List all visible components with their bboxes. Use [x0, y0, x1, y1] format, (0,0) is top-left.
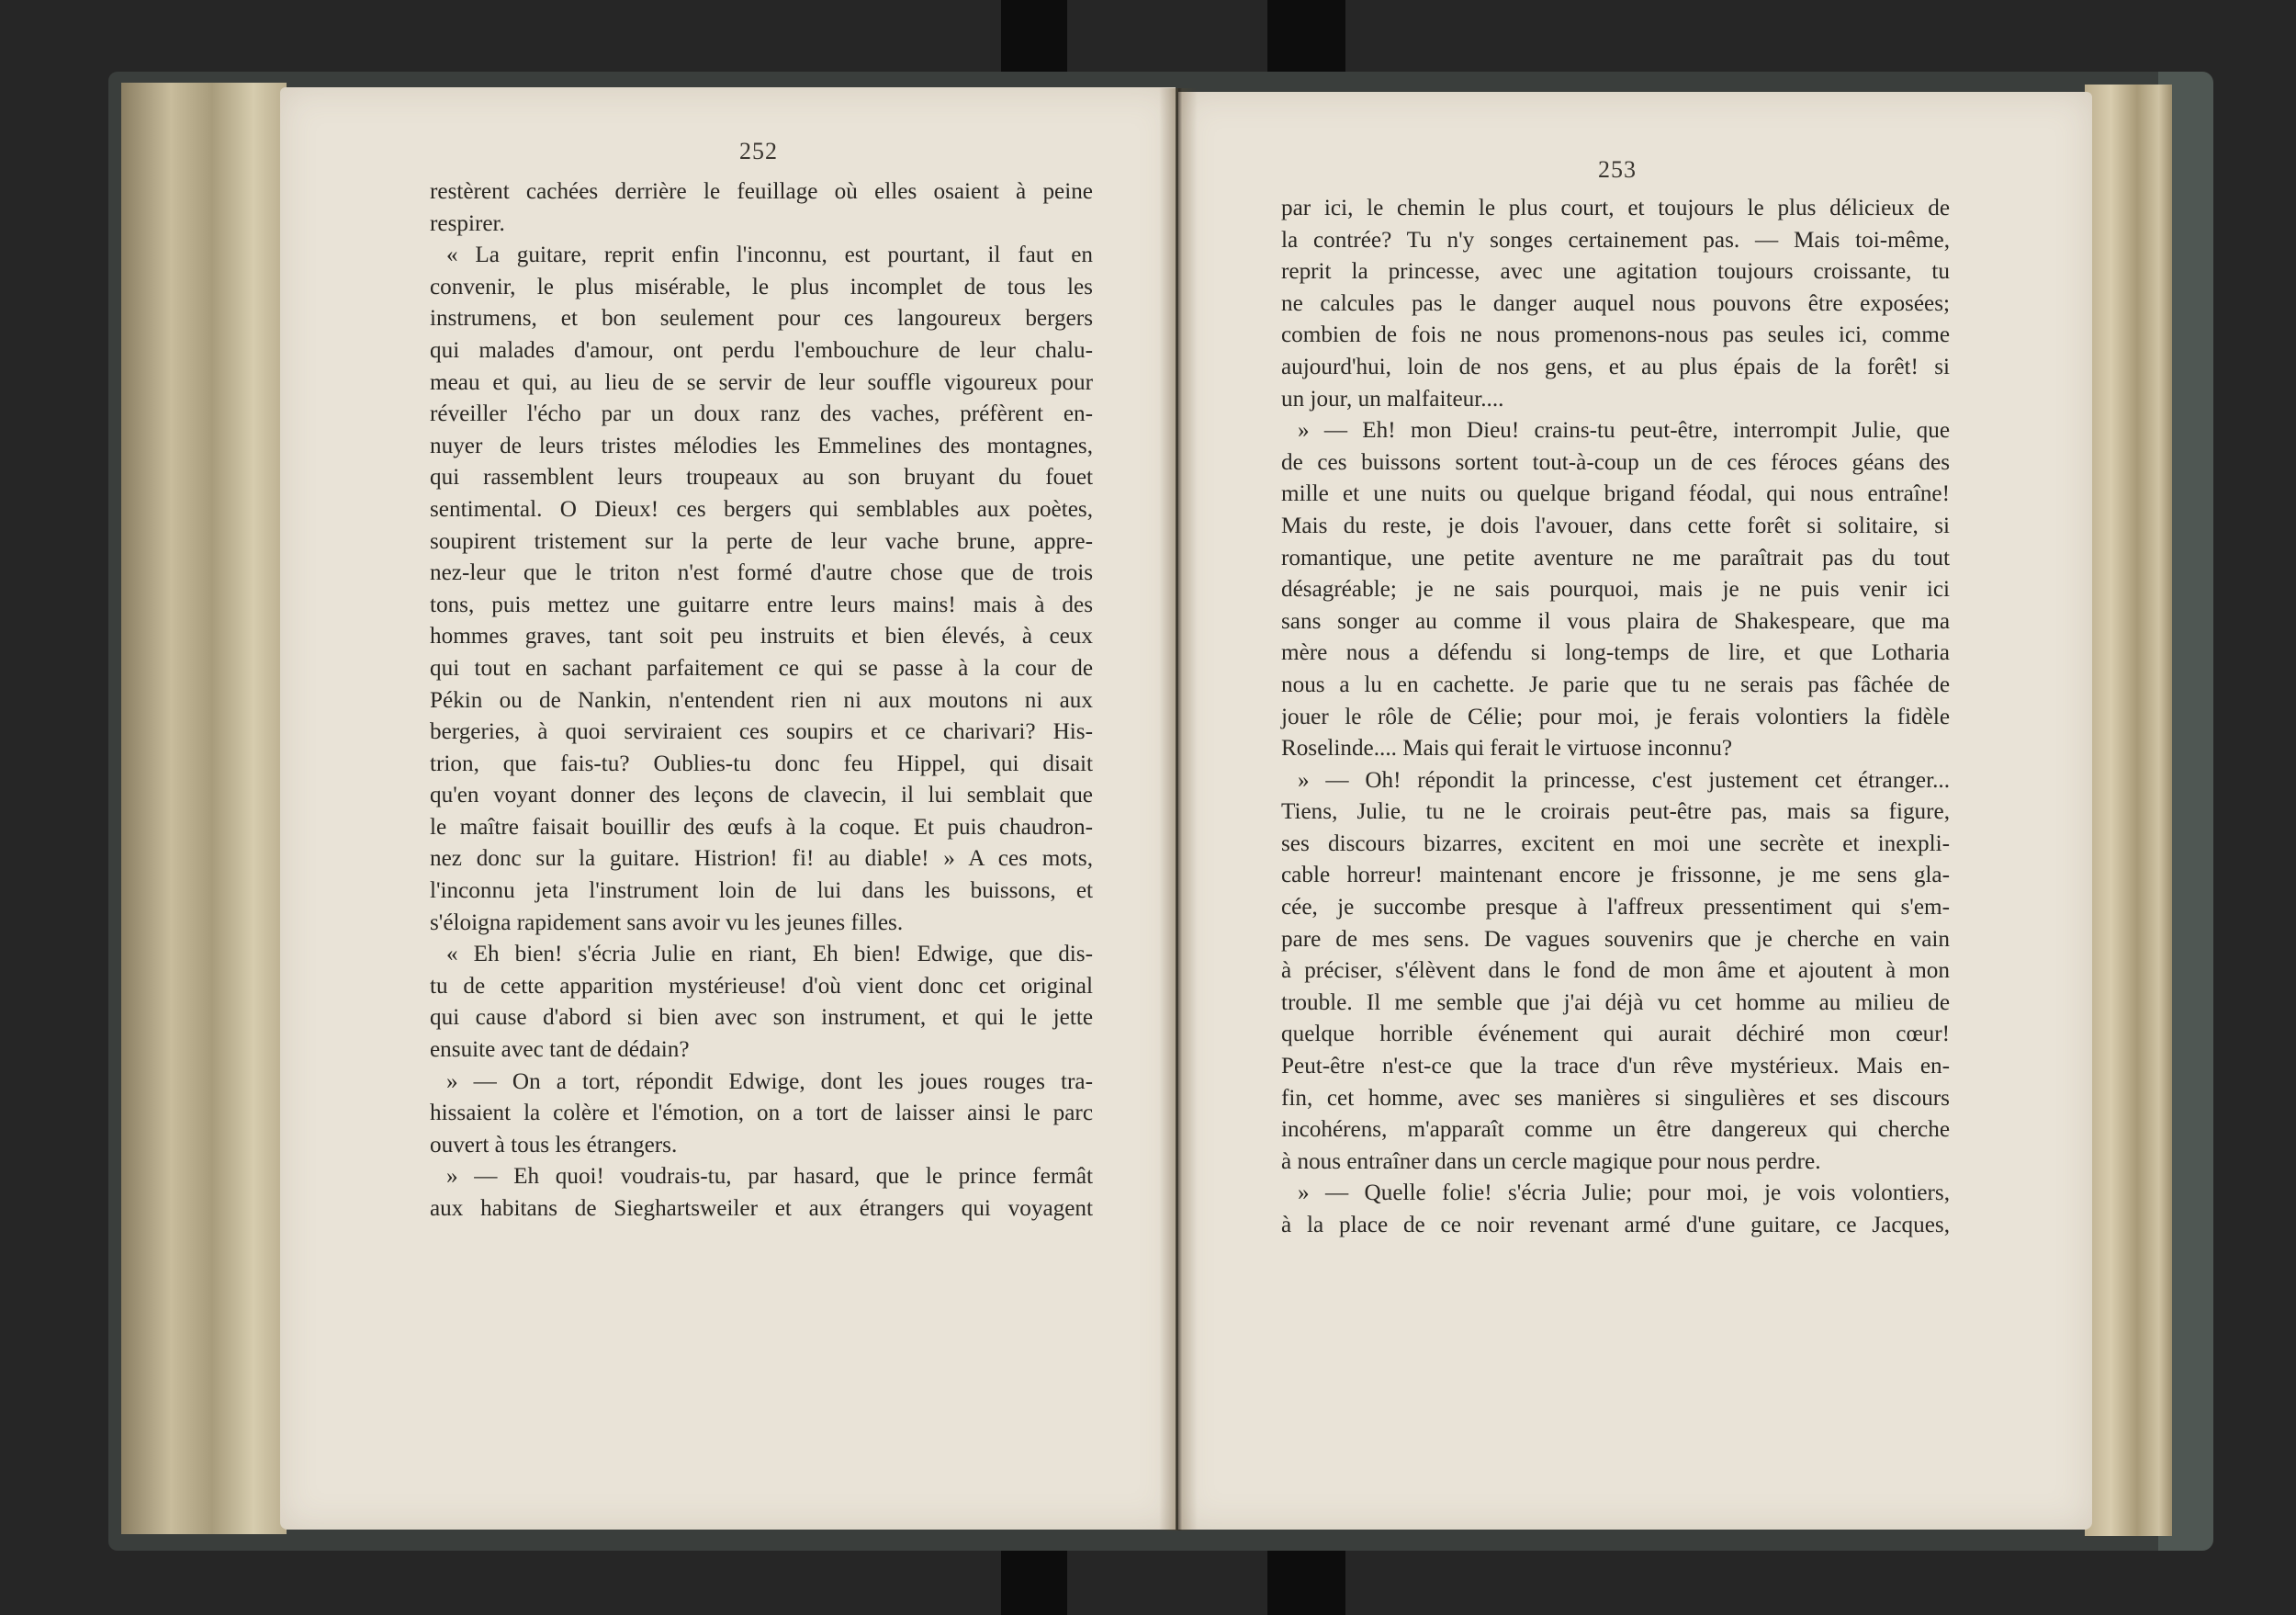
text-line: pare de mes sens. De vagues souvenirs que je cherche en vain	[1281, 926, 1950, 952]
text-line: meau et qui, au lieu de se servir de leur souffle vigoureux pour	[430, 369, 1093, 395]
right-page-number: 253	[1598, 156, 1637, 183]
text-line: incohérens, m'apparaît comme un être dangereux qui cherche	[1281, 1117, 1950, 1143]
text-line: reprit la princesse, avec une agitation toujours croissante, tu	[1281, 259, 1950, 285]
text-line: tons, puis mettez une guitarre entre leurs mains! mais à des	[430, 592, 1093, 617]
text-line: aux habitans de Sieghartsweiler et aux étrangers qui voyagent	[430, 1196, 1093, 1221]
text-line: hissaient la colère et l'émotion, on a tort de laisser ainsi le parc	[430, 1101, 1093, 1126]
text-line: fin, cet homme, avec ses manières si singulières et ses discours	[1281, 1085, 1950, 1111]
book-gutter	[1159, 88, 1198, 1530]
text-line: qui rassemblent leurs troupeaux au son bruyant du fouet	[430, 465, 1093, 491]
text-line: romantique, une petite aventure ne me paraîtrait pas du tout	[1281, 545, 1950, 570]
text-line: de ces buissons sortent tout-à-coup un de ces féroces géans des	[1281, 449, 1950, 475]
page-block-left	[121, 83, 287, 1534]
text-line: réveiller l'écho par un doux ranz des vaches, préfèrent en-	[430, 401, 1093, 427]
text-line: Roselinde.... Mais qui ferait le virtuose inconnu?	[1281, 736, 1733, 762]
text-line: ouvert à tous les étrangers.	[430, 1132, 678, 1158]
text-line: instrumens, et bon seulement pour ces langoureux bergers	[430, 306, 1093, 332]
text-line: qu'en voyant donner des leçons de clavecin, il lui semblait que	[430, 783, 1093, 808]
text-line: ne calcules pas le danger auquel nous pouvons être exposées;	[1281, 290, 1950, 316]
text-line: à préciser, s'élèvent dans le fond de mon âme et ajoutent à mon	[1281, 958, 1950, 984]
text-line: Peut-être n'est-ce que la trace d'un rêve mystérieux. Mais en-	[1281, 1054, 1950, 1079]
text-line: l'inconnu jeta l'instrument loin de lui dans les buissons, et	[430, 878, 1093, 904]
text-line: « La guitare, reprit enfin l'inconnu, est pourtant, il faut en	[446, 243, 1093, 268]
text-line: trouble. Il me semble que j'ai déjà vu cet homme au milieu de	[1281, 989, 1950, 1015]
text-line: qui malades d'amour, ont perdu l'embouchure de leur chalu-	[430, 337, 1093, 363]
text-line: hommes graves, tant soit peu instruits et bien élevés, à ceux	[430, 624, 1093, 649]
text-line: » — On a tort, répondit Edwige, dont les joues rouges tra-	[446, 1068, 1093, 1094]
text-line: soupirent tristement sur la perte de leur vache brune, appre-	[430, 528, 1093, 554]
text-line: mille et une nuits ou quelque brigand féodal, qui nous entraîne!	[1281, 481, 1950, 507]
text-line: trion, que fais-tu? Oublies-tu donc feu Hippel, qui disait	[430, 751, 1093, 776]
text-line: s'éloigna rapidement sans avoir vu les jeunes filles.	[430, 909, 904, 935]
text-line: par ici, le chemin le plus court, et toujours le plus délicieux de	[1281, 196, 1950, 220]
text-line: nous a lu en cachette. Je parie que tu ne serais pas fâchée de	[1281, 672, 1950, 697]
text-line: un jour, un malfaiteur....	[1281, 386, 1504, 412]
text-line: aujourd'hui, loin de nos gens, et au plus épais de la forêt! si	[1281, 354, 1950, 379]
text-line: combien de fois ne nous promenons-nous pas seules ici, comme	[1281, 322, 1950, 348]
text-line: convenir, le plus misérable, le plus incomplet de tous les	[430, 274, 1093, 299]
text-line: sentimental. O Dieux! ces bergers qui semblables aux poètes,	[430, 496, 1093, 522]
text-line: le maître faisait bouillir des œufs à la coque. Et puis chaudron-	[430, 814, 1093, 840]
text-line: respirer.	[430, 210, 505, 236]
text-line: Pékin ou de Nankin, n'entendent rien ni aux moutons ni aux	[430, 687, 1093, 713]
text-line: » — Eh quoi! voudrais-tu, par hasard, que le prince fermât	[446, 1164, 1093, 1190]
text-line: à la place de ce noir revenant armé d'une guitare, ce Jacques,	[1281, 1213, 1950, 1237]
text-line: qui tout en sachant parfaitement ce qui se passe à la cour de	[430, 655, 1093, 681]
text-line: » — Eh! mon Dieu! crains-tu peut-être, interrompit Julie, que	[1298, 418, 1950, 444]
text-line: qui cause d'abord si bien avec son instrument, et qui le jette	[430, 1005, 1093, 1031]
right-page-text	[1281, 193, 1950, 1242]
page-block-right	[2085, 85, 2172, 1536]
text-line: » — Oh! répondit la princesse, c'est justement cet étranger...	[1298, 767, 1950, 793]
text-line: cable horreur! maintenant encore je frissonne, je me sens gla-	[1281, 863, 1950, 888]
text-line: nez donc sur la guitare. Histrion! fi! au diable! » A ces mots,	[430, 846, 1093, 872]
text-line: tu de cette apparition mystérieuse! d'où vient donc cet original	[430, 973, 1093, 999]
left-page-number: 252	[739, 138, 778, 164]
text-line: ses discours bizarres, excitent en moi une secrète et inexpli-	[1281, 830, 1950, 856]
text-line: » — Quelle folie! s'écria Julie; pour moi, je vois volontiers,	[1298, 1180, 1950, 1206]
text-line: « Eh bien! s'écria Julie en riant, Eh bien! Edwige, que dis-	[446, 942, 1093, 967]
text-line: nez-leur que le triton n'est formé d'autre chose que de trois	[430, 560, 1093, 586]
text-line: ensuite avec tant de dédain?	[430, 1037, 690, 1063]
text-line: sans songer au comme il vous plaira de Shakespeare, que ma	[1281, 608, 1950, 634]
text-line: Mais du reste, je dois l'avouer, dans cette forêt si solitaire, si	[1281, 513, 1950, 538]
text-line: à nous entraîner dans un cercle magique pour nous perdre.	[1281, 1148, 1821, 1174]
text-line: Tiens, Julie, tu ne le croirais peut-être pas, mais sa figure,	[1281, 799, 1950, 825]
text-line: bergeries, à quoi serviraient ces soupirs et ce charivari? His-	[430, 719, 1093, 745]
text-line: mère nous a défendu si long-temps de lire, et que Lotharia	[1281, 640, 1950, 666]
text-line: nuyer de leurs tristes mélodies les Emmelines des montagnes,	[430, 433, 1093, 458]
text-line: désagréable; je ne sais pourquoi, mais je ne puis venir ici	[1281, 577, 1950, 603]
text-line: restèrent cachées derrière le feuillage où elles osaient à peine	[430, 179, 1093, 204]
left-page-text	[430, 176, 1093, 1225]
text-line: jouer le rôle de Célie; pour moi, je ferais volontiers la fidèle	[1281, 704, 1950, 729]
text-line: cée, je succombe presque à l'affreux pressentiment qui s'em-	[1281, 895, 1950, 920]
text-line: la contrée? Tu n'y songes certainement pas. — Mais toi-même,	[1281, 227, 1950, 253]
text-line: quelque horrible événement qui aurait déchiré mon cœur!	[1281, 1022, 1950, 1047]
